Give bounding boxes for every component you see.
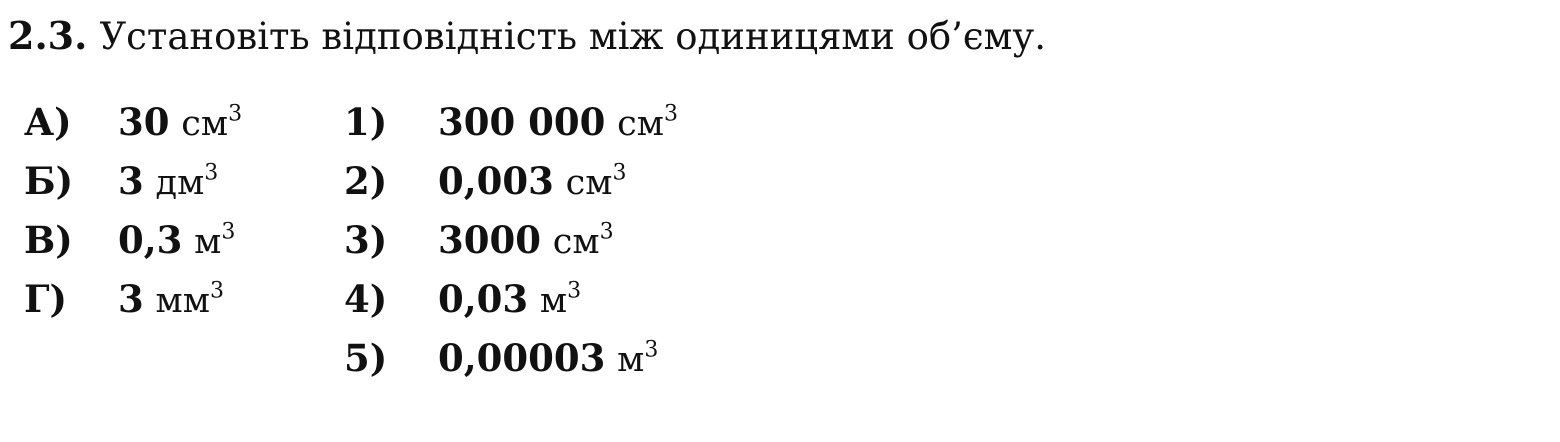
option-unit: $м^3$ <box>617 337 659 380</box>
right-option <box>344 210 678 269</box>
option-unit: $м^3$ <box>539 278 582 321</box>
option-value <box>438 218 614 262</box>
option-label: А) <box>24 99 72 144</box>
option-value <box>438 277 581 321</box>
option-unit: $см^3$ <box>565 160 627 203</box>
option-unit: $м^3$ <box>194 219 236 262</box>
option-value <box>438 100 678 144</box>
task-instruction: Установіть відповідність між одиницями об’єму. <box>99 15 1046 58</box>
option-label: 3) <box>344 217 388 262</box>
option-number: 0,00003 <box>438 335 606 380</box>
option-label: 2) <box>344 158 388 203</box>
option-number: 0,003 <box>438 158 554 203</box>
option-value <box>118 277 224 321</box>
option-value <box>438 336 658 380</box>
option-number: 3 <box>118 158 144 203</box>
option-label: Б) <box>24 158 74 203</box>
option-unit: $дм^3$ <box>155 160 219 203</box>
right-options-column <box>344 92 678 387</box>
unit-power: 3 <box>644 337 659 363</box>
option-number: 3 <box>118 276 144 321</box>
left-option <box>24 92 242 151</box>
option-label: 5) <box>344 335 388 380</box>
option-number: 0,3 <box>118 217 183 262</box>
option-value <box>118 159 218 203</box>
left-option <box>24 151 242 210</box>
option-label: 4) <box>344 276 388 321</box>
unit-power: 3 <box>221 219 236 245</box>
option-label: В) <box>24 217 73 262</box>
option-unit: $см^3$ <box>552 219 614 262</box>
unit-power: 3 <box>612 160 627 186</box>
option-unit: $мм^3$ <box>155 278 224 321</box>
unit-power: 3 <box>663 101 678 127</box>
option-number: 300 000 <box>438 99 606 144</box>
task-number: 2.3. <box>8 13 88 58</box>
unit-power: 3 <box>209 278 224 304</box>
option-value <box>118 218 235 262</box>
right-option <box>344 151 678 210</box>
option-value <box>118 100 242 144</box>
option-unit: $см^3$ <box>181 101 243 144</box>
unit-power: 3 <box>228 101 243 127</box>
right-option <box>344 328 678 387</box>
option-unit: $см^3$ <box>617 101 678 144</box>
right-option <box>344 92 678 151</box>
unit-power: 3 <box>567 278 582 304</box>
option-label: 1) <box>344 99 388 144</box>
right-option <box>344 269 678 328</box>
left-options-column <box>24 92 242 328</box>
option-number: 3000 <box>438 217 541 262</box>
task-header <box>8 10 1046 63</box>
unit-power: 3 <box>204 160 219 186</box>
left-option <box>24 210 242 269</box>
unit-power: 3 <box>599 219 614 245</box>
option-number: 30 <box>118 99 170 144</box>
option-label: Г) <box>24 276 68 321</box>
option-number: 0,03 <box>438 276 529 321</box>
left-option <box>24 269 242 328</box>
option-value <box>438 159 626 203</box>
